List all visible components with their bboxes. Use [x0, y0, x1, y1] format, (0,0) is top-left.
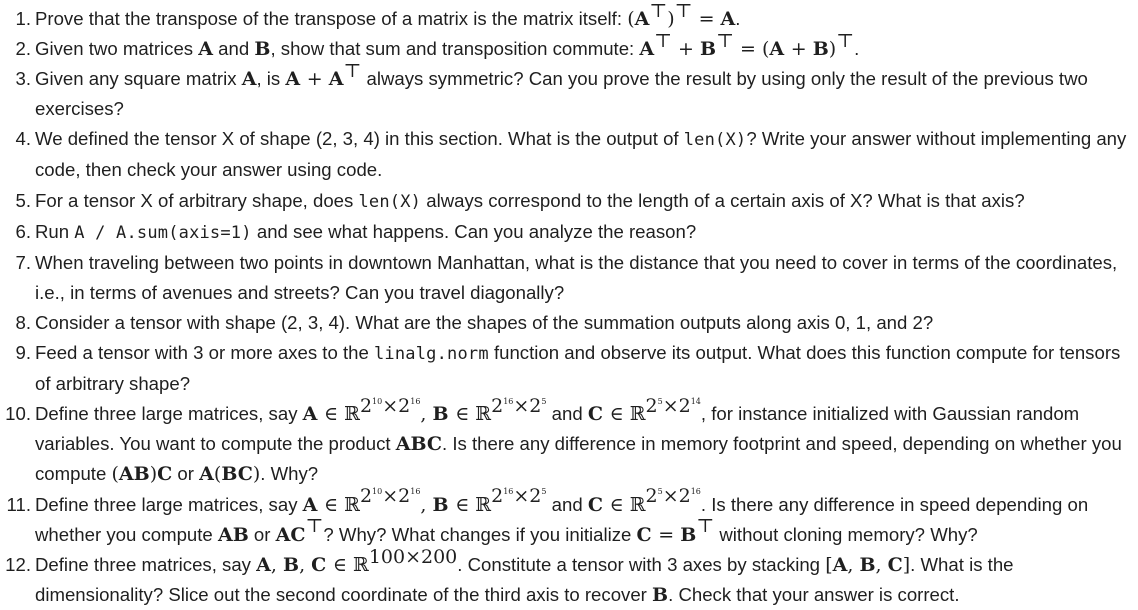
- code-snippet: A / A.sum(axis=1): [74, 222, 252, 243]
- exercise-item: [0, 485, 1134, 550]
- text-segment: and: [546, 493, 588, 515]
- text-segment: always symmetric? Can you prove the result by using only the result of the previous two exercises?: [35, 68, 1088, 120]
- exercise-number: 8.: [15, 311, 31, 333]
- exercise-number: 6.: [15, 220, 31, 242]
- math-expression: [A, B, C]: [825, 553, 911, 576]
- exercise-text: [35, 190, 1025, 211]
- text-segment: , for instance initialized with Gaussian random variables. You want to compute the product: [35, 403, 1080, 455]
- exercise-text: [35, 60, 1088, 120]
- exercise-number: 2.: [15, 38, 31, 60]
- exercise-text: [35, 128, 1126, 180]
- math-expression: ABC: [395, 433, 443, 456]
- text-segment: ? Why? What changes if you initialize: [323, 523, 637, 545]
- exercise-item: [0, 395, 1134, 489]
- text-segment: We defined the tensor X of shape (2, 3, 4) in this section. What is the output of: [35, 128, 684, 150]
- text-segment: Prove that the transpose of the transpose of a matrix is the matrix itself:: [35, 8, 628, 29]
- text-segment: , show that sum and transposition commute:: [270, 38, 640, 60]
- exercise-item: [0, 60, 1134, 124]
- text-segment: Run: [35, 220, 75, 242]
- math-superscript: ⊤: [343, 60, 362, 82]
- text-segment: function and observe its output. What does this function compute for tensors of arbitrary shape?: [35, 342, 1121, 395]
- text-segment: Given two matrices: [35, 38, 199, 60]
- math-superscript: ⊤: [305, 515, 324, 538]
- math-expression: ): [667, 8, 675, 30]
- math-superscript: ⊤: [716, 29, 734, 52]
- text-segment: and: [546, 403, 588, 425]
- exercise-text: [35, 312, 933, 333]
- math-expression: C ∈ ℝ: [587, 403, 646, 426]
- text-segment: , is: [256, 68, 286, 90]
- math-superscript: 210×216: [359, 395, 421, 418]
- math-superscript: 100×200: [368, 545, 458, 568]
- math-expression: A + A: [285, 68, 344, 91]
- text-segment: Consider a tensor with shape (2, 3, 4). What are the shapes of the summation outputs along axis 0, 1, and 2?: [35, 311, 934, 333]
- math-expression: , B ∈ ℝ: [420, 493, 492, 516]
- text-segment: Define three large matrices, say: [35, 493, 303, 515]
- code-snippet: linalg.norm: [374, 344, 489, 365]
- exercise-text: [35, 342, 1120, 394]
- exercise-item: [0, 186, 1134, 217]
- exercise-item: [0, 545, 1134, 610]
- math-expression: (A: [627, 8, 650, 30]
- math-superscript: 25×214: [645, 395, 701, 418]
- text-segment: Given any square matrix: [35, 68, 242, 90]
- text-segment: or: [248, 523, 276, 545]
- text-segment: Define three matrices, say: [35, 553, 257, 575]
- text-segment: . Check that your answer is correct.: [668, 583, 960, 605]
- text-segment: . Constitute a tensor with 3 axes by stacking: [457, 553, 826, 575]
- exercise-item: [0, 308, 1134, 338]
- exercise-item: [0, 217, 1134, 248]
- math-expression: AB: [217, 523, 249, 546]
- text-segment: Feed a tensor with 3 or more axes to the: [35, 342, 374, 364]
- math-expression: B: [652, 583, 669, 606]
- math-expression: , B ∈ ℝ: [420, 403, 492, 426]
- text-segment: and: [213, 38, 255, 60]
- text-segment: always correspond to the length of a certain axis of X? What is that axis?: [421, 189, 1025, 211]
- text-segment: When traveling between two points in downtown Manhattan, what is the distance that you need to cover in terms of the coordinates, i.e., in terms of avenues and streets? Can you travel diagonally?: [35, 251, 1118, 303]
- exercise-text: [35, 395, 1122, 486]
- exercise-number: 7.: [15, 251, 31, 273]
- exercise-item: [0, 248, 1134, 308]
- exercise-number: 1.: [15, 8, 31, 29]
- math-expression: = (A + B): [733, 38, 837, 61]
- text-segment: .: [854, 38, 860, 60]
- math-expression: A(BC): [199, 463, 261, 486]
- math-superscript: ⊤: [649, 0, 668, 22]
- math-expression: A: [198, 38, 214, 61]
- math-superscript: 216×25: [491, 395, 547, 418]
- math-superscript: 216×25: [491, 485, 547, 508]
- exercise-number: 5.: [15, 189, 31, 211]
- math-superscript: ⊤: [836, 29, 855, 52]
- text-segment: . Is there any difference in speed depending on whether you compute: [35, 493, 1089, 545]
- exercise-text: [35, 0, 741, 30]
- math-superscript: 210×216: [359, 485, 421, 508]
- text-segment: ? Write your answer without implementing any code, then check your answer using code.: [35, 128, 1127, 181]
- math-expression: AC: [275, 523, 306, 546]
- text-segment: and see what happens. Can you analyze the reason?: [251, 220, 697, 242]
- math-expression: A, B, C ∈ ℝ: [256, 553, 369, 576]
- text-segment: .: [735, 8, 741, 29]
- exercise-text: [35, 545, 1014, 606]
- text-segment: . What is the dimensionality? Slice out the second coordinate of the third axis to recover: [35, 553, 1014, 605]
- code-snippet: len(X): [683, 130, 747, 151]
- code-snippet: len(X): [358, 191, 422, 212]
- exercise-item: [0, 124, 1134, 185]
- math-superscript: ⊤: [674, 0, 693, 22]
- exercise-text: [35, 252, 1117, 303]
- exercise-number: 3.: [15, 68, 31, 90]
- text-segment: Define three large matrices, say: [35, 403, 303, 425]
- exercise-number: 9.: [15, 342, 31, 364]
- text-segment: without cloning memory? Why?: [714, 523, 978, 545]
- math-superscript: 25×216: [645, 485, 701, 508]
- exercise-number: 10.: [5, 403, 31, 425]
- math-expression: A: [241, 68, 257, 91]
- math-expression: A ∈ ℝ: [302, 403, 360, 426]
- math-expression: A: [639, 38, 655, 61]
- exercise-item: [0, 29, 1134, 64]
- exercise-number: 11.: [6, 493, 31, 515]
- exercise-text: [35, 221, 696, 242]
- exercise-item: [0, 0, 1134, 34]
- exercise-text: [35, 485, 1089, 546]
- math-expression: C ∈ ℝ: [587, 493, 646, 516]
- math-expression: B: [254, 38, 271, 61]
- math-superscript: ⊤: [696, 515, 715, 538]
- exercise-item: [0, 338, 1134, 399]
- text-segment: . Is there any difference in memory footprint and speed, depending on whether you compute: [35, 433, 1122, 485]
- math-superscript: ⊤: [654, 29, 673, 52]
- text-segment: For a tensor X of arbitrary shape, does: [35, 189, 359, 211]
- text-segment: . Why?: [260, 463, 319, 485]
- math-expression: A ∈ ℝ: [302, 493, 360, 516]
- math-expression: (AB)C: [111, 463, 173, 486]
- exercise-number: 4.: [15, 128, 31, 150]
- exercise-number: 12.: [5, 553, 31, 575]
- text-segment: or: [172, 463, 200, 485]
- exercise-text: [35, 29, 860, 61]
- math-expression: = A: [692, 8, 736, 30]
- math-expression: + B: [672, 38, 717, 61]
- math-expression: C = B: [636, 523, 697, 546]
